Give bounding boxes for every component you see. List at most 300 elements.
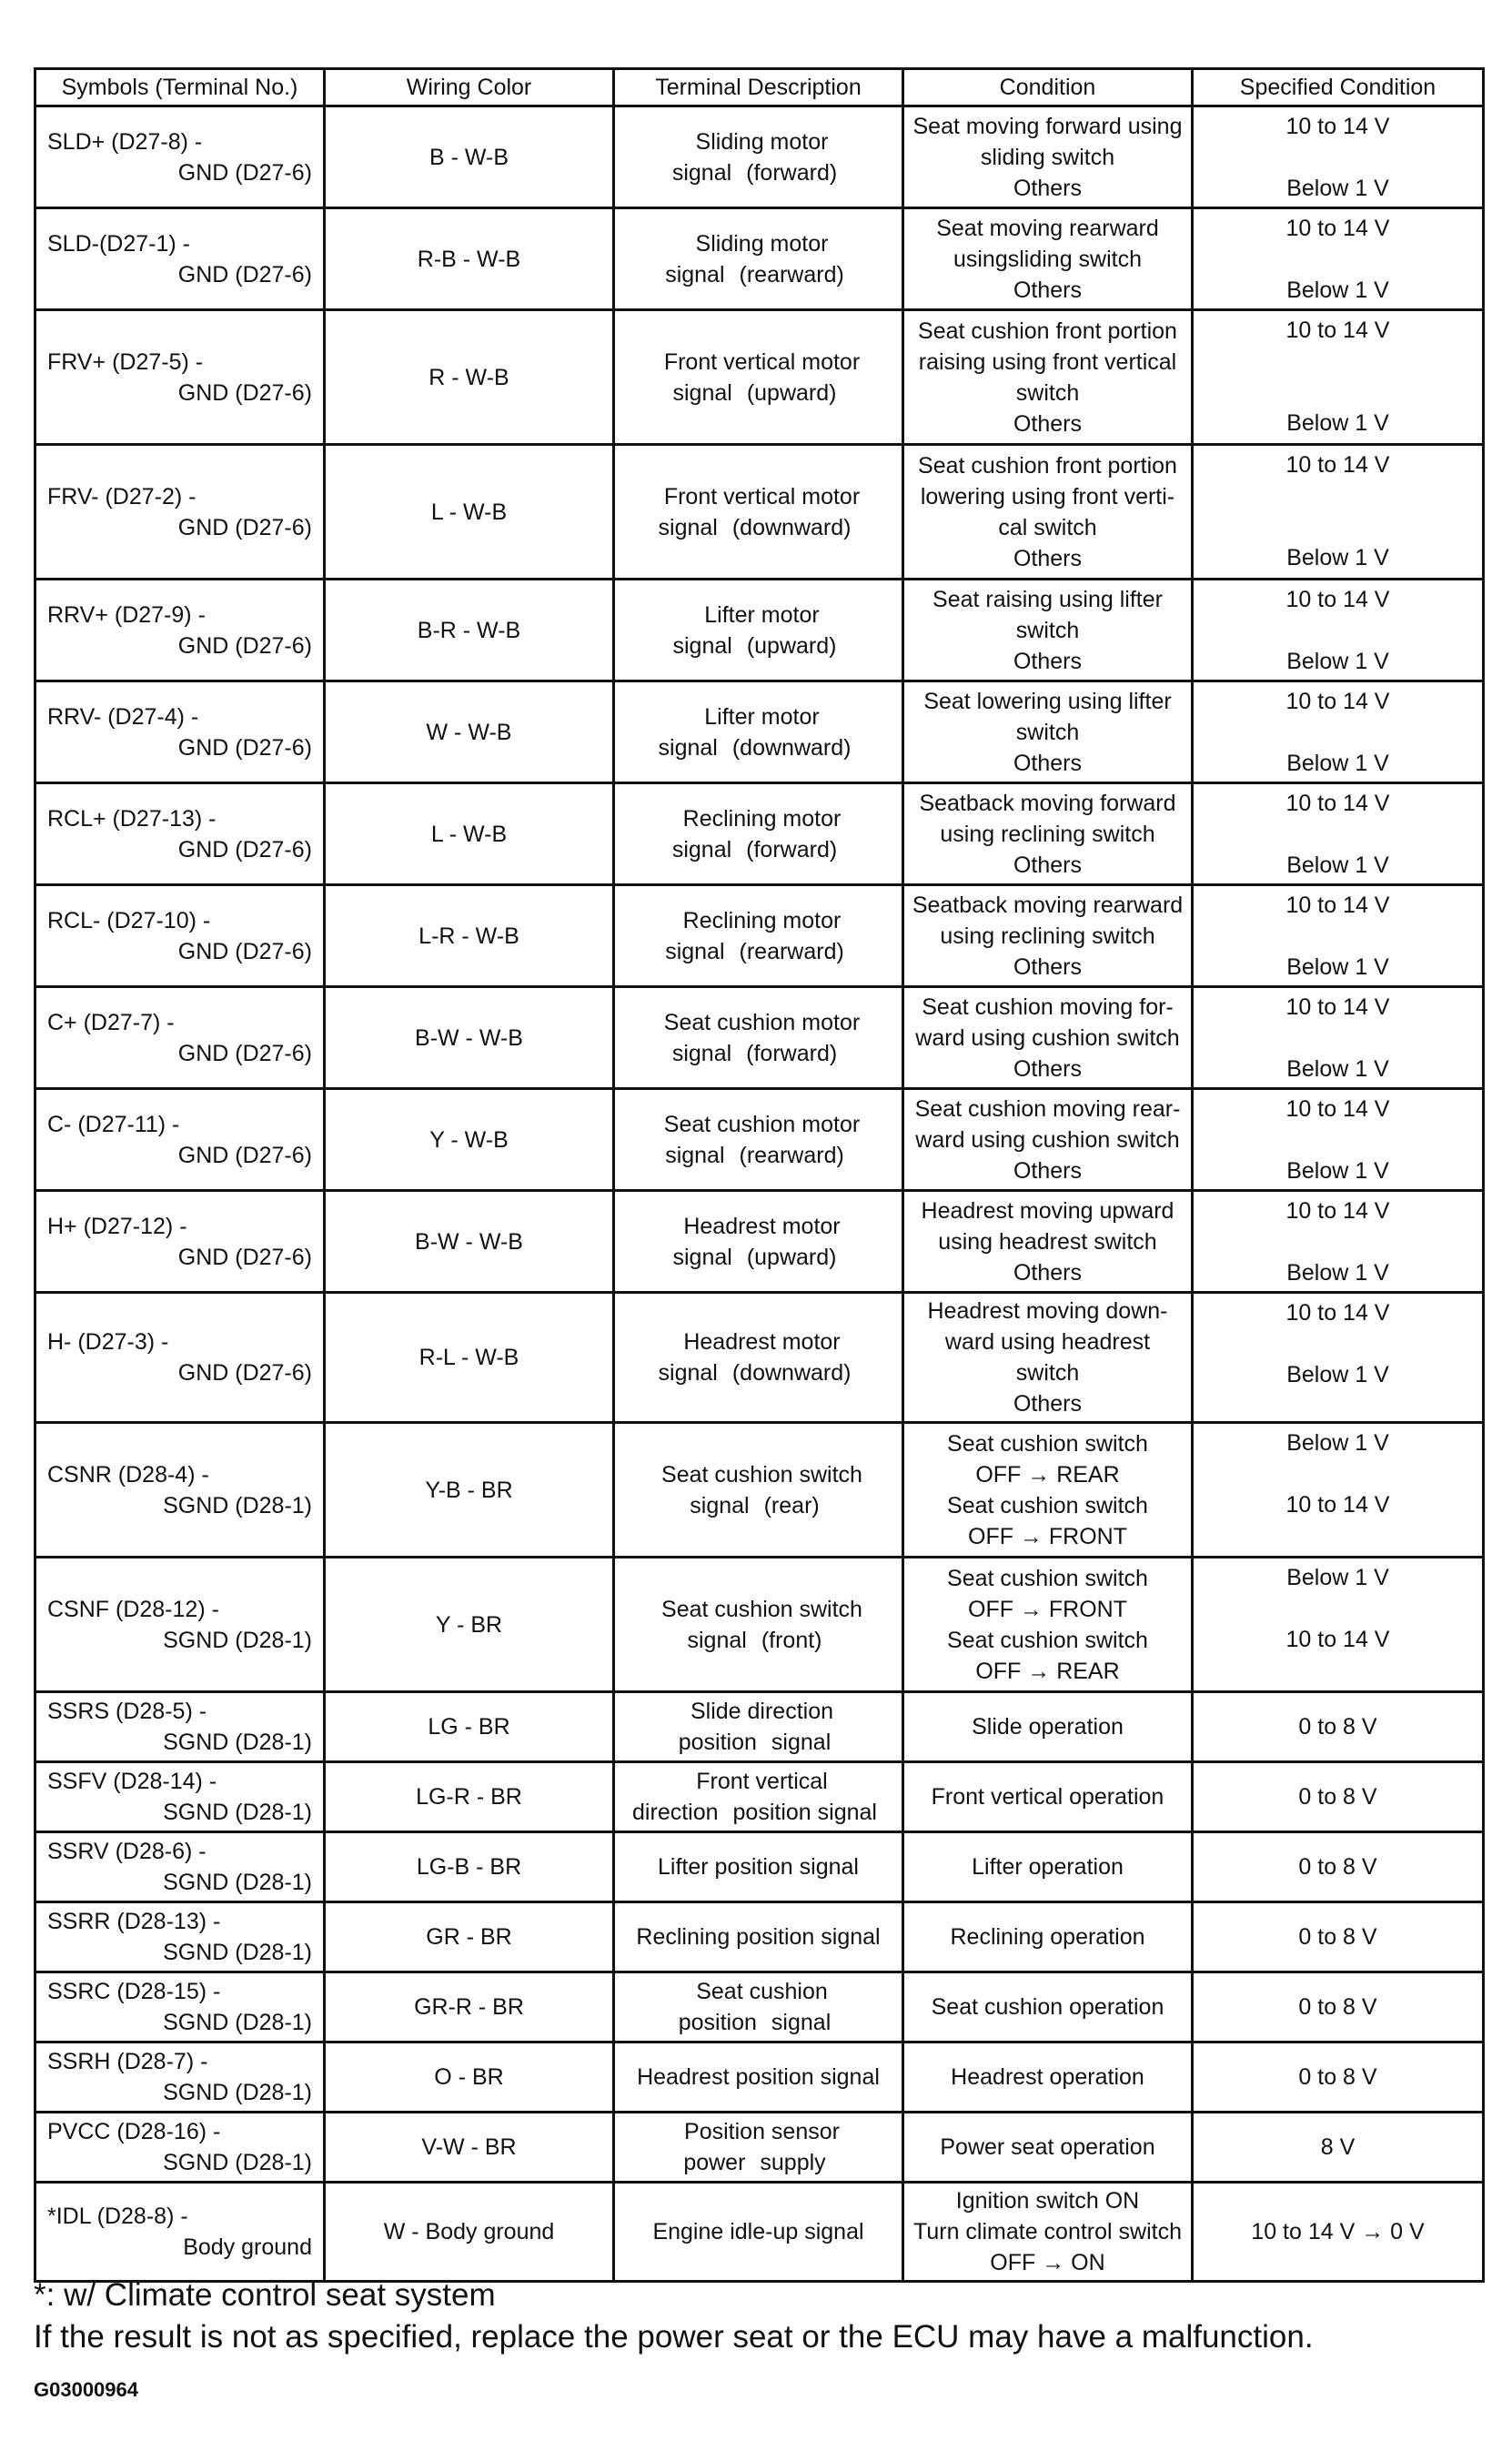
spec-value-secondary: Below 1 V <box>1286 649 1389 674</box>
table-row <box>35 987 1484 1089</box>
terminal-description-cell <box>614 1558 903 1692</box>
description-line: Slide direction position <box>678 1699 834 1755</box>
condition-line: Seat cushion front portion <box>918 452 1177 479</box>
terminal-reference: SGND (D28-1) <box>163 1492 312 1518</box>
spec-value-primary: Below 1 V <box>1286 1565 1389 1590</box>
spec-value-primary: 0 to 8 V <box>1298 1714 1377 1740</box>
spec-value-secondary: Below 1 V <box>1286 545 1389 570</box>
symbol-cell <box>35 1762 325 1832</box>
table-row <box>35 783 1484 885</box>
condition-line: switch <box>1015 617 1080 643</box>
condition-cell <box>903 783 1193 885</box>
wiring-color-cell: GR - BR <box>325 1902 614 1972</box>
symbol-cell <box>35 1293 325 1423</box>
condition-cell <box>903 310 1193 445</box>
condition-line: Seat cushion switch <box>947 1492 1148 1518</box>
table-row <box>35 310 1484 445</box>
wiring-color-cell: LG-B - BR <box>325 1832 614 1902</box>
condition-cell <box>903 1762 1193 1832</box>
spec-value-secondary: Below 1 V <box>1286 954 1389 980</box>
symbol-cell <box>35 208 325 310</box>
terminal-description-cell <box>614 1089 903 1191</box>
symbol-cell <box>35 2113 325 2183</box>
terminal-symbol: SSRS (D28-5) - <box>47 1699 207 1724</box>
description-line: (downward) <box>731 514 852 540</box>
description-line: Seat cushion switch signal <box>661 1461 862 1518</box>
spec-value-primary: 10 to 14 V <box>1285 216 1390 241</box>
condition-line: ward using headrest switch <box>944 1329 1151 1386</box>
table-row <box>35 681 1484 783</box>
condition-cell <box>903 1191 1193 1293</box>
condition-line: Others <box>1013 545 1083 571</box>
condition-line: Others <box>1013 1259 1083 1286</box>
condition-line: Seat cushion moving rear- <box>914 1095 1181 1122</box>
condition-cell <box>903 1558 1193 1692</box>
terminal-reference: GND (D27-6) <box>177 261 312 287</box>
condition-cell <box>903 1692 1193 1762</box>
condition-line: usingsliding switch <box>953 246 1143 272</box>
condition-line: Reclining operation <box>950 1924 1145 1950</box>
spec-value-secondary: Below 1 V <box>1286 1362 1389 1387</box>
condition-line: lowering using front verti- <box>920 483 1175 509</box>
description-line: Sliding motor signal <box>671 128 829 186</box>
condition-cell <box>903 1423 1193 1558</box>
terminal-reference: SGND (D28-1) <box>163 1870 312 1895</box>
description-line: (rearward) <box>739 1142 844 1168</box>
condition-line: ward using cushion switch <box>915 1126 1180 1153</box>
description-line: (rearward) <box>739 261 844 287</box>
table-row <box>35 885 1484 987</box>
description-line: (downward) <box>731 734 852 761</box>
condition-line: using reclining switch <box>940 923 1155 949</box>
specified-condition-cell <box>1193 580 1484 681</box>
table-row <box>35 2042 1484 2113</box>
spec-value-primary: 10 to 14 V <box>1285 1300 1390 1326</box>
figure-code: G03000964 <box>34 2378 138 2401</box>
terminal-reference: SGND (D28-1) <box>163 2080 312 2105</box>
specified-condition-cell <box>1193 1558 1484 1692</box>
table-row <box>35 1191 1484 1293</box>
condition-cell <box>903 1972 1193 2042</box>
specified-condition-cell <box>1193 1191 1484 1293</box>
footnote-climate: *: w/ Climate control seat system <box>34 2277 496 2313</box>
table-row <box>35 2183 1484 2282</box>
specified-condition-cell <box>1193 681 1484 783</box>
condition-line: OFF → REAR <box>975 1461 1120 1488</box>
specified-condition-cell <box>1193 1902 1484 1972</box>
table-row <box>35 445 1484 580</box>
condition-line: OFF → FRONT <box>968 1596 1127 1622</box>
wiring-color-cell: GR-R - BR <box>325 1972 614 2042</box>
spacer <box>1194 1125 1482 1155</box>
description-line: Seat cushion motor signal <box>663 1111 861 1168</box>
condition-line: Seat cushion front portion <box>918 318 1177 344</box>
wiring-color-cell: LG - BR <box>325 1692 614 1762</box>
specified-condition-cell <box>1193 310 1484 445</box>
terminal-description-cell <box>614 783 903 885</box>
terminal-symbol: CSNR (D28-4) - <box>47 1461 209 1488</box>
table-row <box>35 1762 1484 1832</box>
wiring-color-cell: B - W-B <box>325 106 614 208</box>
specified-condition-cell <box>1193 1089 1484 1191</box>
specified-condition-cell <box>1193 1423 1484 1558</box>
condition-line: Seat lowering using lifter <box>923 688 1172 714</box>
header-terminal-description: Terminal Description <box>614 69 903 106</box>
description-line: Headrest position signal <box>637 2064 880 2090</box>
wiring-color-cell: W - Body ground <box>325 2183 614 2282</box>
specified-condition-cell <box>1193 1762 1484 1832</box>
description-line: Seat cushion position <box>678 1979 828 2035</box>
spec-value-primary: 10 to 14 V <box>1285 452 1390 478</box>
symbol-cell <box>35 987 325 1089</box>
specified-condition-cell <box>1193 2183 1484 2282</box>
condition-line: using reclining switch <box>940 821 1155 847</box>
terminal-symbol: FRV+ (D27-5) - <box>47 348 204 375</box>
description-line: signal <box>771 1730 832 1755</box>
condition-cell <box>903 208 1193 310</box>
description-line: Headrest motor signal <box>672 1213 841 1270</box>
header-symbols: Symbols (Terminal No.) <box>35 69 325 106</box>
terminal-description-cell <box>614 310 903 445</box>
terminal-spec-sheet <box>34 67 1482 2283</box>
terminal-symbol: SSRR (D28-13) - <box>47 1909 221 1934</box>
symbol-cell <box>35 445 325 580</box>
symbol-cell <box>35 1558 325 1692</box>
spec-value-secondary: Below 1 V <box>1286 1056 1389 1082</box>
spec-value-primary: 0 to 8 V <box>1298 2064 1377 2090</box>
terminal-symbol: RRV- (D27-4) - <box>47 703 199 730</box>
spec-value-primary: 10 to 14 V <box>1285 1096 1390 1122</box>
table-row <box>35 208 1484 310</box>
condition-cell <box>903 987 1193 1089</box>
terminal-symbol: H+ (D27-12) - <box>47 1213 187 1239</box>
symbol-cell <box>35 783 325 885</box>
symbol-cell <box>35 1692 325 1762</box>
terminal-description-cell <box>614 580 903 681</box>
wiring-color-cell: W - W-B <box>325 681 614 783</box>
specified-condition-cell <box>1193 1692 1484 1762</box>
description-line: (downward) <box>731 1360 852 1386</box>
symbol-cell <box>35 2042 325 2113</box>
condition-cell <box>903 580 1193 681</box>
spec-value-secondary: Below 1 V <box>1286 751 1389 776</box>
condition-cell <box>903 445 1193 580</box>
wiring-color-cell: L - W-B <box>325 783 614 885</box>
terminal-symbol: *IDL (D28-8) - <box>47 2204 188 2229</box>
table-row <box>35 580 1484 681</box>
spec-value-primary: 10 to 14 V → 0 V <box>1251 2219 1425 2244</box>
condition-line: OFF → ON <box>990 2250 1105 2275</box>
terminal-reference: SGND (D28-1) <box>163 1730 312 1755</box>
wiring-color-cell: L-R - W-B <box>325 885 614 987</box>
spec-value-primary: 0 to 8 V <box>1298 1924 1377 1950</box>
terminal-description-cell <box>614 1293 903 1423</box>
symbol-cell <box>35 885 325 987</box>
specified-condition-cell <box>1193 208 1484 310</box>
condition-line: Seat cushion switch <box>947 1627 1148 1653</box>
condition-line: Headrest moving down- <box>927 1298 1168 1324</box>
condition-line: Others <box>1013 1157 1083 1184</box>
spec-value-secondary: Below 1 V <box>1286 1260 1389 1286</box>
terminal-spec-table <box>34 67 1485 2283</box>
description-line: (upward) <box>746 379 837 406</box>
wiring-color-cell: R - W-B <box>325 310 614 445</box>
terminal-reference: GND (D27-6) <box>177 836 312 862</box>
condition-cell <box>903 885 1193 987</box>
terminal-reference: GND (D27-6) <box>177 379 312 406</box>
description-line: (rearward) <box>739 938 844 964</box>
symbol-cell <box>35 1902 325 1972</box>
description-line: (front) <box>761 1627 822 1653</box>
specified-condition-cell <box>1193 783 1484 885</box>
terminal-description-cell <box>614 2183 903 2282</box>
condition-cell <box>903 1089 1193 1191</box>
condition-line: Seat moving rearward <box>936 215 1159 241</box>
condition-cell <box>903 2113 1193 2183</box>
spacer <box>1194 1226 1482 1257</box>
description-line: Reclining motor signal <box>671 805 842 862</box>
terminal-description-cell <box>614 1972 903 2042</box>
condition-line: Others <box>1013 1055 1083 1082</box>
spacer <box>1194 1593 1482 1624</box>
table-row <box>35 106 1484 208</box>
spacer <box>1194 142 1482 173</box>
condition-line: sliding switch <box>980 144 1115 170</box>
spec-value-secondary: Below 1 V <box>1286 176 1389 201</box>
terminal-description-cell <box>614 106 903 208</box>
spec-value-primary: 10 to 14 V <box>1285 893 1390 918</box>
specified-condition-cell <box>1193 1972 1484 2042</box>
terminal-description-cell <box>614 681 903 783</box>
table-row <box>35 1423 1484 1558</box>
symbol-cell <box>35 106 325 208</box>
description-line: Lifter motor signal <box>658 703 820 761</box>
description-line: Headrest motor signal <box>658 1329 841 1386</box>
condition-cell <box>903 1293 1193 1423</box>
condition-cell <box>903 1832 1193 1902</box>
condition-line: Others <box>1013 648 1083 674</box>
condition-line: raising using front vertical <box>918 348 1177 375</box>
header-wiring-color: Wiring Color <box>325 69 614 106</box>
description-line: Front vertical direction <box>632 1769 828 1825</box>
description-line: Seat cushion switch signal <box>661 1596 862 1653</box>
terminal-reference: GND (D27-6) <box>177 1360 312 1386</box>
condition-cell <box>903 2042 1193 2113</box>
spec-value-primary: 8 V <box>1320 2134 1356 2160</box>
spacer <box>1194 1328 1482 1359</box>
spec-value-primary: 0 to 8 V <box>1298 1784 1377 1810</box>
description-line: position signal <box>732 1800 877 1825</box>
wiring-color-cell: L - W-B <box>325 445 614 580</box>
table-row <box>35 1293 1484 1423</box>
spacer <box>1194 717 1482 748</box>
condition-line: Front vertical operation <box>931 1784 1164 1810</box>
terminal-description-cell <box>614 2042 903 2113</box>
condition-cell <box>903 681 1193 783</box>
wiring-color-cell: B-R - W-B <box>325 580 614 681</box>
condition-line: Seat moving forward using <box>912 113 1183 139</box>
terminal-symbol: H- (D27-3) - <box>47 1329 169 1355</box>
condition-line: cal switch <box>998 514 1097 540</box>
terminal-symbol: SLD-(D27-1) - <box>47 230 190 257</box>
terminal-reference: GND (D27-6) <box>177 938 312 964</box>
spec-value-primary: 0 to 8 V <box>1298 1994 1377 2020</box>
spec-value-primary: 10 to 14 V <box>1285 1198 1390 1224</box>
condition-line: Others <box>1013 175 1083 201</box>
terminal-description-cell <box>614 885 903 987</box>
terminal-symbol: RCL- (D27-10) - <box>47 907 211 933</box>
condition-line: ward using cushion switch <box>915 1024 1180 1051</box>
condition-line: Seatback moving forward <box>919 790 1176 816</box>
condition-line: Headrest moving upward <box>921 1197 1174 1224</box>
header-specified-condition: Specified Condition <box>1193 69 1484 106</box>
terminal-description-cell <box>614 1191 903 1293</box>
terminal-description-cell <box>614 1832 903 1902</box>
condition-line: Power seat operation <box>940 2134 1155 2160</box>
terminal-reference: GND (D27-6) <box>177 159 312 186</box>
description-line: Engine idle-up signal <box>652 2219 864 2244</box>
terminal-description-cell <box>614 987 903 1089</box>
terminal-symbol: RCL+ (D27-13) - <box>47 805 217 832</box>
spec-value-primary: 0 to 8 V <box>1298 1854 1377 1880</box>
symbol-cell <box>35 1191 325 1293</box>
wiring-color-cell: R-L - W-B <box>325 1293 614 1423</box>
wiring-color-cell: R-B - W-B <box>325 208 614 310</box>
wiring-color-cell: B-W - W-B <box>325 1191 614 1293</box>
description-line: Reclining motor signal <box>665 907 842 964</box>
condition-line: Others <box>1013 852 1083 878</box>
terminal-reference: SGND (D28-1) <box>163 1627 312 1653</box>
condition-line: OFF → REAR <box>975 1658 1120 1684</box>
wiring-color-cell: Y - W-B <box>325 1089 614 1191</box>
terminal-symbol: C+ (D27-7) - <box>47 1009 175 1035</box>
spacer <box>1194 819 1482 850</box>
spacer <box>1194 1023 1482 1054</box>
symbol-cell <box>35 2183 325 2282</box>
description-line: Seat cushion motor signal <box>663 1009 861 1066</box>
wiring-color-cell: O - BR <box>325 2042 614 2113</box>
spec-value-secondary: 10 to 14 V <box>1285 1492 1390 1518</box>
condition-line: Headrest operation <box>951 2064 1144 2090</box>
wiring-color-cell: LG-R - BR <box>325 1762 614 1832</box>
terminal-symbol: C- (D27-11) - <box>47 1111 180 1137</box>
description-line: Front vertical motor signal <box>663 348 861 406</box>
table-row <box>35 1089 1484 1191</box>
spec-value-primary: 10 to 14 V <box>1285 791 1390 816</box>
terminal-reference: Body ground <box>183 2234 312 2260</box>
condition-line: Seat cushion moving for- <box>922 994 1174 1020</box>
condition-line: Others <box>1013 410 1083 437</box>
terminal-symbol: SLD+ (D27-8) - <box>47 128 203 155</box>
spacer <box>1194 921 1482 952</box>
terminal-reference: GND (D27-6) <box>177 734 312 761</box>
footnotes <box>34 2274 1489 2358</box>
terminal-reference: GND (D27-6) <box>177 632 312 659</box>
spec-value-primary: 10 to 14 V <box>1285 114 1390 139</box>
table-row <box>35 1692 1484 1762</box>
spec-value-primary: 10 to 14 V <box>1285 587 1390 612</box>
terminal-description-cell <box>614 445 903 580</box>
description-line: (upward) <box>746 632 837 659</box>
spec-value-secondary: Below 1 V <box>1286 852 1389 878</box>
spacer <box>1194 615 1482 646</box>
symbol-cell <box>35 580 325 681</box>
specified-condition-cell <box>1193 445 1484 580</box>
specified-condition-cell <box>1193 1832 1484 1902</box>
terminal-symbol: PVCC (D28-16) - <box>47 2119 221 2144</box>
specified-condition-cell <box>1193 987 1484 1089</box>
condition-line: Lifter operation <box>972 1854 1124 1880</box>
terminal-description-cell <box>614 1423 903 1558</box>
spec-value-primary: 10 to 14 V <box>1285 994 1390 1020</box>
terminal-reference: GND (D27-6) <box>177 1040 312 1066</box>
terminal-description-cell <box>614 2113 903 2183</box>
symbol-cell <box>35 681 325 783</box>
symbol-cell <box>35 1423 325 1558</box>
wiring-color-cell: B-W - W-B <box>325 987 614 1089</box>
terminal-reference: SGND (D28-1) <box>163 1800 312 1825</box>
spec-value-secondary: Below 1 V <box>1286 410 1389 436</box>
terminal-reference: GND (D27-6) <box>177 1142 312 1168</box>
specified-condition-cell <box>1193 885 1484 987</box>
table-header-row <box>35 69 1484 106</box>
description-line: Reclining position signal <box>636 1924 881 1950</box>
table-row <box>35 1558 1484 1692</box>
table-row <box>35 1972 1484 2042</box>
specified-condition-cell <box>1193 106 1484 208</box>
terminal-reference: SGND (D28-1) <box>163 2010 312 2035</box>
condition-line: Others <box>1013 1391 1083 1417</box>
symbol-cell <box>35 1832 325 1902</box>
description-line: Sliding motor signal <box>665 230 829 287</box>
wiring-color-cell: Y - BR <box>325 1558 614 1692</box>
terminal-reference: SGND (D28-1) <box>163 1940 312 1965</box>
spacer <box>1194 244 1482 275</box>
wiring-color-cell: V-W - BR <box>325 2113 614 2183</box>
description-line: (rear) <box>763 1492 820 1518</box>
spec-value-primary: Below 1 V <box>1286 1430 1389 1456</box>
condition-line: Others <box>1013 953 1083 980</box>
spec-value-primary: 10 to 14 V <box>1285 689 1390 714</box>
description-line: Position sensor power <box>683 2119 840 2175</box>
description-line: (forward) <box>746 159 838 186</box>
spec-value-primary: 10 to 14 V <box>1285 318 1390 343</box>
terminal-symbol: SSRH (D28-7) - <box>47 2049 208 2074</box>
condition-line: Seat raising using lifter <box>932 586 1163 612</box>
condition-line: Slide operation <box>972 1714 1124 1740</box>
description-line: (forward) <box>746 1040 838 1066</box>
description-line: (forward) <box>746 836 838 862</box>
condition-cell <box>903 106 1193 208</box>
condition-cell <box>903 2183 1193 2282</box>
terminal-description-cell <box>614 1902 903 1972</box>
footnote-replace: If the result is not as specified, replace the power seat or the ECU may have a malfunction. <box>34 2319 1314 2355</box>
terminal-symbol: SSRV (D28-6) - <box>47 1839 207 1864</box>
specified-condition-cell <box>1193 2042 1484 2113</box>
table-row <box>35 1832 1484 1902</box>
description-line: Lifter motor signal <box>672 601 820 659</box>
condition-line: Seatback moving rearward <box>912 892 1184 918</box>
terminal-symbol: SSRC (D28-15) - <box>47 1979 221 2004</box>
specified-condition-cell <box>1193 2113 1484 2183</box>
terminal-description-cell <box>614 1692 903 1762</box>
symbol-cell <box>35 310 325 445</box>
terminal-reference: GND (D27-6) <box>177 1244 312 1270</box>
condition-line: Ignition switch ON <box>955 2188 1140 2214</box>
symbol-cell <box>35 1089 325 1191</box>
table-row <box>35 2113 1484 2183</box>
spec-value-secondary: 10 to 14 V <box>1285 1627 1390 1652</box>
